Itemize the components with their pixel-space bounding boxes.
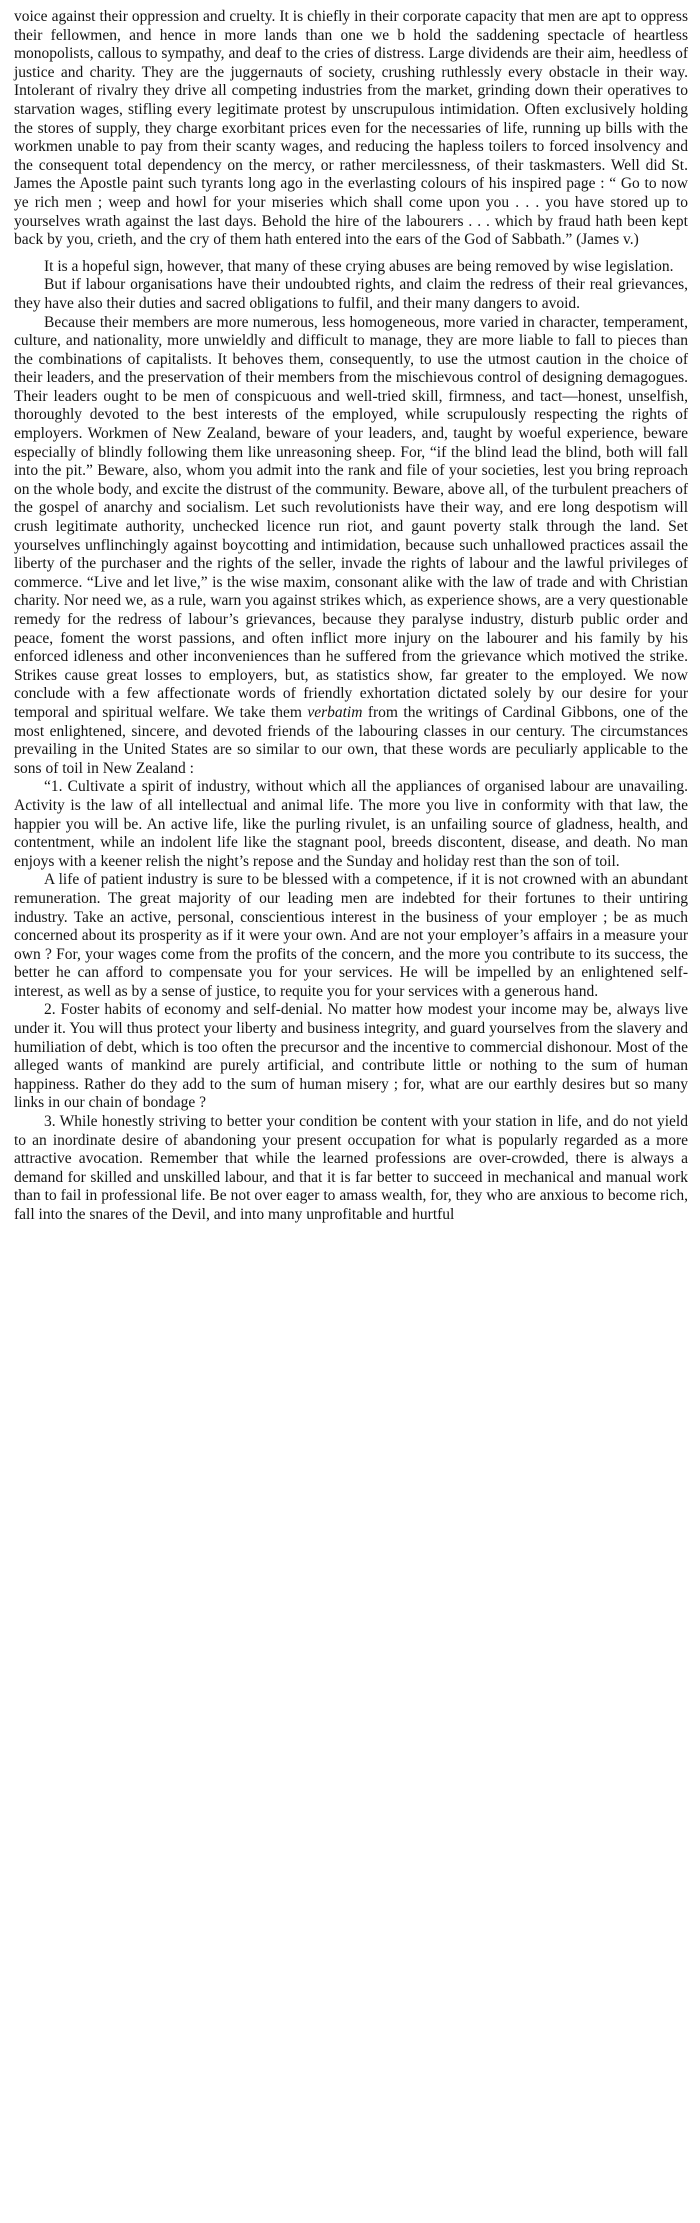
italic-verbatim: verbatim [307, 703, 363, 721]
exhortation-2-economy [14, 1001, 688, 1113]
paragraph-hopeful-sign [14, 258, 688, 277]
paragraph-text: 2. Foster habits of economy and self-denial. No matter how modest your income may be, always live under it. You will thus protect your liberty and business integrity, and guard yourselves from the slavery and humiliation of debt, which is too often the precursor and the incentive to commercial dishonour. Most of the alleged wants of mankind are purely artificial, and contribute little or nothing to the sum of human happiness. Rather do they add to the sum of human misery ; for, what are our earthly desires but so many links in our chain of bondage ? [14, 1001, 688, 1112]
paragraph-patient-industry [14, 871, 688, 1001]
paragraph-text: It is a hopeful sign, however, that many of these crying abuses are being removed by wise legislation. [44, 257, 674, 275]
exhortation-3-contentment [14, 1113, 688, 1225]
paragraph-text: A life of patient industry is sure to be blessed with a competence, if it is not crowned with an abundant remuneration. The great majority of our leading men are indebted for their fortunes to their untiring industry. Take an active, personal, conscientious interest in the business of your employer ; be as much concerned about its prosperity as if it were your own. And are not your employer’s affairs in a measure your own ? For, your wages come from the profits of the concern, and the more you contribute to its success, the better he can afford to compensate you for your services. He will be impelled by an enlightened self-interest, as well as by a sense of justice, to requite you for your services with a generous hand. [14, 871, 688, 1000]
paragraph-text: But if labour organisations have their undoubted rights, and claim the redress of their real grievances, they have also their duties and sacred obligations to fulfil, and their many dangers to avoid. [14, 276, 688, 312]
paragraph-text-continued: from the writings of Cardinal Gibbons, one of the most enlightened, sincere, and devoted friends of the labouring classes in our century. The circumstances prevailing in the United States are so similar to our own, that these words are peculiarly applicable to the sons of toil in New Zealand : [14, 703, 688, 777]
paragraph-text: “1. Cultivate a spirit of industry, without which all the appliances of organised labour are unavailing. Activity is the law of all intellectual and animal life. The more you live in conformity with that law, the happier you will be. An active life, like the purling rivulet, is an unfailing source of gladness, health, and contentment, while an indolent life like the stagnant pool, breeds discontent, disease, and death. No man enjoys with a keener relish the night’s repose and the Sunday and holiday rest than the son of toil. [14, 778, 688, 870]
exhortation-1-industry [14, 778, 688, 871]
paragraph-oppression-of-monopolists [14, 8, 688, 250]
paragraph-leaders-and-strikes [14, 314, 688, 779]
paragraph-duties-of-labour [14, 276, 688, 313]
paragraph-text: 3. While honestly striving to better your condition be content with your station in life, and do not yield to an inordinate desire of abandoning your present occupation for what is popularly regarded as a more attractive avocation. Remember that while the learned professions are over-crowded, there is always a demand for skilled and unskilled labour, and that it is far better to succeed in mechanical and manual work than to fail in professional life. Be not over eager to amass wealth, for, they who are anxious to become rich, fall into the snares of the Devil, and into many unprofitable and hurtful [14, 1113, 688, 1223]
paragraph-text: voice against their oppression and cruelty. It is chiefly in their corporate capacity that men are apt to oppress their fellowmen, and hence in more lands than one we b hold the saddening spectacle of heartless monopolists, callous to sympathy, and deaf to the cries of distress. Large dividends are their aim, heedless of justice and charity. They are the juggernauts of society, crushing ruthlessly every obstacle in their way. Intolerant of rivalry they drive all competing industries from the market, grinding down their operatives to starvation wages, stifling every legitimate protest by unscrupulous intimidation. Often exclusively holding the stores of supply, they charge exorbitant prices even for the necessaries of life, running up bills with the workmen unable to pay from their scanty wages, and reducing the hapless toilers to forced insolvency and the consequent total dependency on the mercy, or rather mercilessness, of their taskmasters. Well did St. James the Apostle paint such tyrants long ago in the everlasting colours of his inspired page : “ Go to now ye rich men ; weep and howl for your miseries which shall come upon you . . . you have stored up to yourselves wrath against the last days. Behold the hire of the labourers . . . which by fraud hath been kept back by you, crieth, and the cry of them hath entered into the ears of the God of Sabbath.” (James v.) [14, 8, 688, 249]
paragraph-text: Because their members are more numerous, less homogeneous, more varied in character, temperament, culture, and nationality, more unwieldly and difficult to manage, they are more liable to fall to pieces than the combinations of capitalists. It behoves them, consequently, to use the utmost caution in the choice of their leaders, and the preservation of their members from the mischievous control of designing demagogues. Their leaders ought to be men of conspicuous and well-tried skill, firmness, and tact—honest, unselfish, thoroughly devoted to the best interests of the employed, while scrupulously respecting the rights of employers. Workmen of New Zealand, beware of your leaders, and, taught by woeful experience, beware especially of blindly following them like unreasoning sheep. For, “if the blind lead the blind, both will fall into the pit.” Beware, also, whom you admit into the rank and file of your societies, lest you bring reproach on the whole body, and excite the distrust of the community. Beware, above all, of the turbulent preachers of the gospel of anarchy and socialism. Let such revolutionists have their way, and ere long despotism will crush legitimate authority, unchecked licence run riot, and gaunt poverty stalk through the land. Set yourselves unflinchingly against boycotting and intimidation, because such unhallowed practices assail the liberty of the purchaser and the rights of the seller, invade the rights of labour and the lawful privileges of commerce. “Live and let live,” is the wise maxim, consonant alike with the law of trade and with Christian charity. Nor need we, as a rule, warn you against strikes which, as experience shows, are a very questionable remedy for the redress of labour’s grievances, because they paralyse industry, disturb public order and peace, foment the worst passions, and often inflict more injury on the labourer and his family by his enforced idleness and other inconveniences than he suffered from the grievance which motived the strike. Strikes cause great losses to employers, but, as statistics show, far greater to the employed. We now conclude with a few affectionate words of friendly exhortation dictated solely by our desire for your temporal and spiritual welfare. We take them [14, 313, 688, 721]
